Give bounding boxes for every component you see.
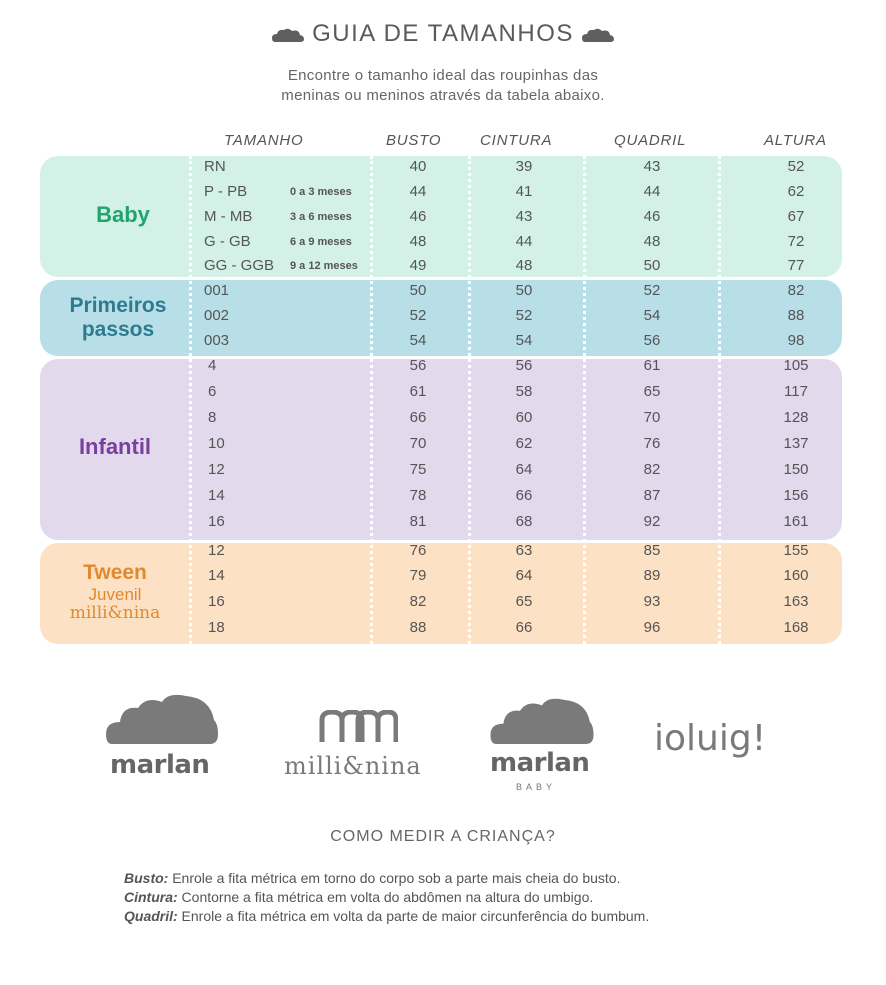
instruction-busto [124, 869, 620, 888]
quadril-value: 82 [643, 461, 661, 478]
logo-marlan-baby-sub: BABY [516, 782, 557, 792]
cloud-icon [106, 694, 218, 744]
subtitle-line-1: Encontre o tamanho ideal das roupinhas das [287, 67, 599, 84]
cintura-value: 66 [515, 487, 533, 504]
altura-value: 155 [783, 542, 809, 559]
quadril-value: 76 [643, 435, 661, 452]
size-label: G - GB [204, 233, 251, 250]
altura-value: 156 [783, 487, 809, 504]
cintura-value: 62 [515, 435, 533, 452]
cintura-value: 63 [515, 542, 533, 559]
altura-value: 62 [787, 183, 805, 200]
column-separator [370, 156, 373, 644]
cintura-value: 52 [515, 307, 533, 324]
altura-value: 117 [784, 383, 808, 400]
altura-value: 105 [783, 357, 809, 374]
quadril-value: 48 [643, 233, 661, 250]
column-separator [718, 156, 721, 644]
cintura-value: 64 [515, 567, 533, 584]
quadril-value: 54 [643, 307, 661, 324]
quadril-value: 65 [643, 383, 661, 400]
busto-value: 88 [409, 619, 427, 636]
logo-marlan-text: marlan [110, 750, 210, 780]
busto-value: 56 [409, 357, 427, 374]
category-tween-juvenil: Juvenil [88, 585, 142, 604]
mm-monogram-icon [318, 710, 398, 744]
category-primeiros-line-1: Primeiros [69, 294, 167, 317]
size-label: 10 [208, 435, 225, 452]
busto-value: 50 [409, 282, 427, 299]
quadril-value: 70 [643, 409, 661, 426]
instruction-cintura-label: Cintura: [124, 889, 178, 905]
size-label: 12 [208, 542, 225, 559]
cintura-value: 50 [515, 282, 533, 299]
cintura-value: 65 [515, 593, 533, 610]
size-label: P - PB [204, 183, 248, 200]
quadril-value: 61 [643, 357, 661, 374]
title-text: GUIA DE TAMANHOS [312, 20, 574, 47]
logo-marlan [104, 694, 224, 784]
category-infantil: Infantil [78, 434, 152, 459]
quadril-value: 43 [643, 158, 661, 175]
cloud-icon [582, 28, 614, 42]
altura-value: 77 [787, 257, 805, 274]
busto-value: 46 [409, 208, 427, 225]
busto-value: 49 [409, 257, 427, 274]
logo-millinina [284, 710, 434, 790]
column-separator [189, 156, 192, 644]
busto-value: 79 [409, 567, 427, 584]
category-tween-title: Tween [83, 561, 147, 584]
instruction-busto-text: Enrole a fita métrica em torno do corpo sob a parte mais cheia do busto. [168, 870, 621, 886]
busto-value: 40 [409, 158, 427, 175]
busto-value: 81 [409, 513, 427, 530]
column-separator [468, 156, 471, 644]
size-label: 003 [204, 332, 230, 349]
busto-value: 70 [409, 435, 427, 452]
busto-value: 82 [409, 593, 427, 610]
quadril-value: 52 [643, 282, 661, 299]
altura-value: 137 [783, 435, 809, 452]
age-range: 9 a 12 meses [290, 260, 358, 272]
logo-millinina-text: milli&nina [284, 752, 422, 780]
instruction-quadril [124, 907, 649, 926]
size-label: 14 [208, 567, 225, 584]
altura-value: 72 [787, 233, 805, 250]
quadril-value: 96 [643, 619, 661, 636]
age-range: 6 a 9 meses [290, 236, 352, 248]
busto-value: 61 [409, 383, 427, 400]
quadril-value: 87 [643, 487, 661, 504]
altura-value: 52 [787, 158, 805, 175]
size-label: 16 [208, 593, 225, 610]
cloud-icon [488, 698, 596, 744]
altura-value: 160 [783, 567, 809, 584]
category-tween [52, 561, 178, 623]
altura-value: 161 [783, 513, 809, 530]
busto-value: 66 [409, 409, 427, 426]
quadril-value: 93 [643, 593, 661, 610]
altura-value: 82 [787, 282, 805, 299]
cintura-value: 43 [515, 208, 533, 225]
busto-value: 54 [409, 332, 427, 349]
quadril-value: 50 [643, 257, 661, 274]
logo-marlan-baby [488, 698, 608, 798]
instruction-quadril-text: Enrole a fita métrica em volta da parte de maior circunferência do bumbum. [177, 908, 650, 924]
quadril-value: 44 [643, 183, 661, 200]
busto-value: 44 [409, 183, 427, 200]
instruction-cintura-text: Contorne a fita métrica em volta do abdômen na altura do umbigo. [177, 889, 594, 905]
altura-value: 163 [783, 593, 809, 610]
busto-value: 48 [409, 233, 427, 250]
age-range: 3 a 6 meses [290, 211, 352, 223]
subtitle-line-2: meninas ou meninos através da tabela abaixo. [281, 87, 605, 104]
quadril-value: 85 [643, 542, 661, 559]
altura-value: 98 [787, 332, 805, 349]
header-cintura: CINTURA [480, 132, 553, 149]
altura-value: 168 [783, 619, 809, 636]
logo-marlan-baby-text: marlan [490, 748, 590, 778]
instruction-busto-label: Busto: [124, 870, 169, 886]
column-separator [583, 156, 586, 644]
page-title [0, 20, 886, 48]
altura-value: 67 [787, 208, 805, 225]
cintura-value: 56 [515, 357, 533, 374]
cintura-value: 39 [515, 158, 533, 175]
instruction-quadril-label: Quadril: [124, 908, 178, 924]
header-quadril: QUADRIL [614, 132, 687, 149]
category-baby: Baby [96, 202, 150, 227]
cintura-value: 66 [515, 619, 533, 636]
age-range: 0 a 3 meses [290, 186, 352, 198]
cintura-value: 54 [515, 332, 533, 349]
size-label: 14 [208, 487, 225, 504]
cintura-value: 60 [515, 409, 533, 426]
size-label: 6 [208, 383, 217, 400]
size-label: 001 [204, 282, 230, 299]
cintura-value: 48 [515, 257, 533, 274]
size-label: 12 [208, 461, 225, 478]
size-label: 8 [208, 409, 217, 426]
category-primeiros-passos [50, 294, 186, 342]
subtitle [0, 66, 886, 106]
header-busto: BUSTO [386, 132, 442, 149]
instruction-cintura [124, 888, 593, 907]
busto-value: 52 [409, 307, 427, 324]
busto-value: 75 [409, 461, 427, 478]
cloud-icon [272, 28, 304, 42]
altura-value: 128 [783, 409, 809, 426]
category-primeiros-line-2: passos [81, 318, 155, 341]
header-altura: ALTURA [764, 132, 827, 149]
cintura-value: 58 [515, 383, 533, 400]
how-to-measure-title: COMO MEDIR A CRIANÇA? [330, 828, 556, 845]
busto-value: 78 [409, 487, 427, 504]
size-label: 002 [204, 307, 230, 324]
size-label: GG - GGB [204, 257, 275, 274]
header-tamanho: TAMANHO [224, 132, 304, 149]
altura-value: 150 [783, 461, 809, 478]
size-label: 4 [208, 357, 217, 374]
altura-value: 88 [787, 307, 805, 324]
quadril-value: 92 [643, 513, 661, 530]
quadril-value: 46 [643, 208, 661, 225]
size-label: 16 [208, 513, 225, 530]
logo-ioluigi: ioluig! [654, 718, 767, 759]
cintura-value: 68 [515, 513, 533, 530]
busto-value: 76 [409, 542, 427, 559]
cintura-value: 44 [515, 233, 533, 250]
cintura-value: 41 [515, 183, 533, 200]
size-label: RN [204, 158, 226, 175]
quadril-value: 56 [643, 332, 661, 349]
size-label: M - MB [204, 208, 253, 225]
quadril-value: 89 [643, 567, 661, 584]
cintura-value: 64 [515, 461, 533, 478]
size-label: 18 [208, 619, 225, 636]
category-tween-brand: milli&nina [69, 603, 161, 623]
